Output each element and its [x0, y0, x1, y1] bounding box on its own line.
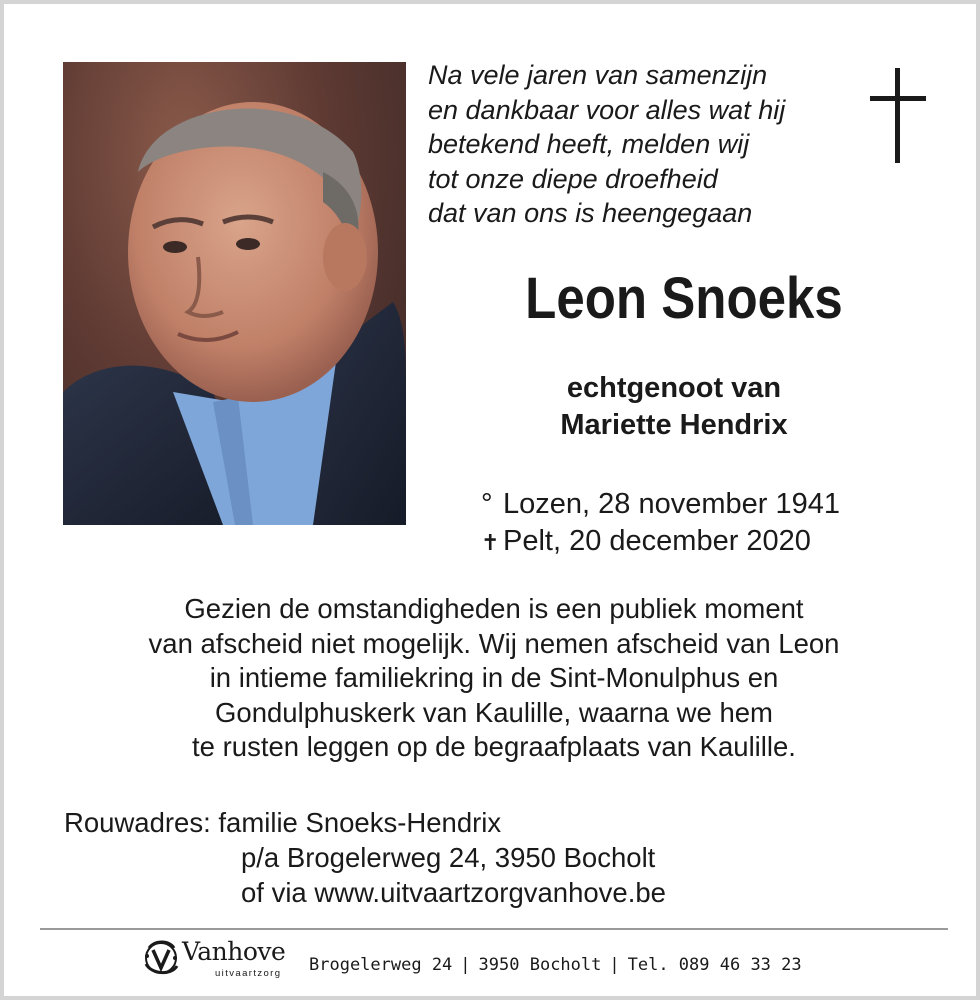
message-line: in intieme familiekring in de Sint-Monulphus en — [209, 662, 779, 693]
poem-line: en dankbaar voor alles wat hij — [428, 94, 786, 125]
death-cross-icon: ✝ — [481, 530, 500, 555]
contact-line — [309, 955, 802, 975]
logo-name: Vanhove — [182, 937, 286, 966]
poem-line: dat van ons is heengegaan — [428, 198, 753, 228]
message-line: Gezien de omstandigheden is een publiek moment — [184, 593, 804, 624]
message-line: Gondulphuskerk van Kaulille, waarna we hem — [215, 696, 773, 728]
funeral-home-footer — [141, 936, 841, 984]
logo-subtitle: uitvaartzorg — [215, 968, 282, 979]
contact-separator: | — [609, 955, 620, 975]
opening-poem — [428, 58, 868, 231]
cross-icon — [870, 68, 926, 163]
birth-row — [481, 486, 840, 523]
poem-line: Na vele jaren van samenzijn — [428, 60, 768, 90]
address-street: p/a Brogelerweg 24, 3950 Bocholt — [241, 842, 656, 873]
footer-divider — [40, 928, 948, 930]
contact-city: 3950 Bocholt — [478, 955, 602, 975]
deceased-name: Leon Snoeks — [525, 266, 843, 331]
poem-line: betekend heeft, melden wij — [428, 129, 750, 159]
birth-mark-icon: ° — [481, 488, 493, 520]
obituary-card — [4, 4, 976, 996]
vanhove-logo — [141, 936, 301, 984]
contact-street: Brogelerweg 24 — [309, 955, 453, 975]
life-dates — [481, 486, 840, 561]
vanhove-emblem-icon — [141, 936, 181, 980]
spouse-block — [444, 370, 904, 444]
address-family: Rouwadres: familie Snoeks-Hendrix — [64, 807, 502, 838]
portrait-photo — [63, 62, 406, 525]
poem-line: tot onze diepe droefheid — [428, 163, 718, 194]
contact-separator: | — [460, 955, 471, 975]
spouse-name: Mariette Hendrix — [560, 409, 788, 441]
mourning-address — [64, 805, 666, 910]
message-line: te rusten leggen op de begraafplaats van Kaulille. — [192, 731, 796, 762]
death-date: Pelt, 20 december 2020 — [503, 525, 811, 557]
address-website[interactable]: of via www.uitvaartzorgvanhove.be — [241, 877, 666, 908]
contact-phone: Tel. 089 46 33 23 — [627, 955, 802, 975]
spouse-relation: echtgenoot van — [566, 372, 782, 404]
birth-date: Lozen, 28 november 1941 — [503, 488, 840, 520]
death-row — [481, 523, 840, 561]
farewell-message — [44, 592, 944, 765]
message-line: van afscheid niet mogelijk. Wij nemen afscheid van Leon — [148, 627, 840, 659]
